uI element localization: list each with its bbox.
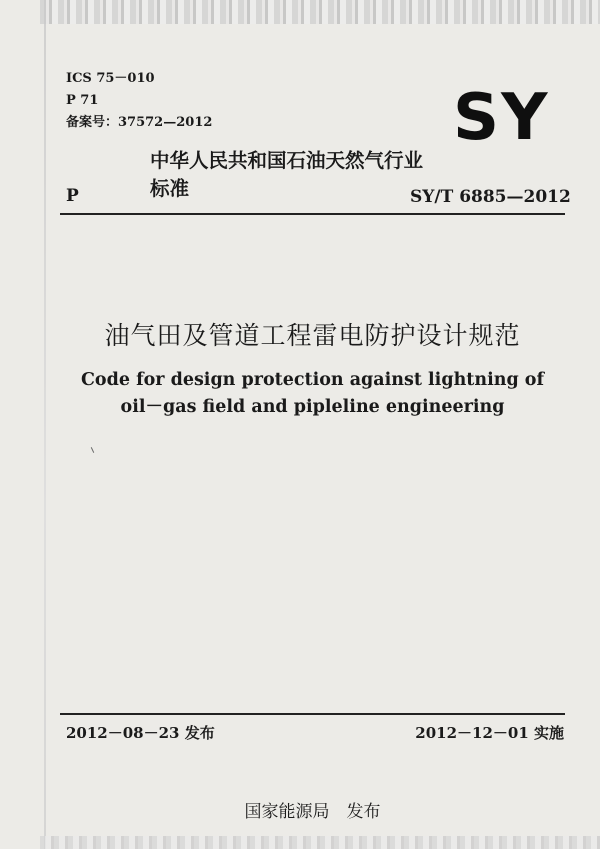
category-letter: P [66,186,79,206]
filing-number: 备案号：37572—2012 [66,115,213,130]
scan-noise-bottom [40,836,600,849]
title-english-line2: oil－gas field and pipleline engineering [120,397,505,417]
implementation-date: 2012－12－01 实施 [415,724,564,742]
divider-bottom [60,713,565,715]
sy-logo: SY [453,81,550,155]
divider-top [60,213,565,215]
scan-noise-top [40,0,600,24]
scan-speck [91,447,94,453]
title-english-line1: Code for design protection against lightning of [81,370,544,390]
publisher: 国家能源局 发布 [244,802,381,822]
classification-code: P 71 [66,93,99,108]
scan-noise-left [44,0,46,849]
issuer-title: 中华人民共和国石油天然气行业标准 [150,149,424,200]
issue-date: 2012－08－23 发布 [66,724,215,742]
ics-code: ICS 75－010 [66,71,155,86]
standard-number: SY/T 6885—2012 [410,187,571,207]
title-chinese: 油气田及管道工程雷电防护设计规范 [104,321,521,350]
